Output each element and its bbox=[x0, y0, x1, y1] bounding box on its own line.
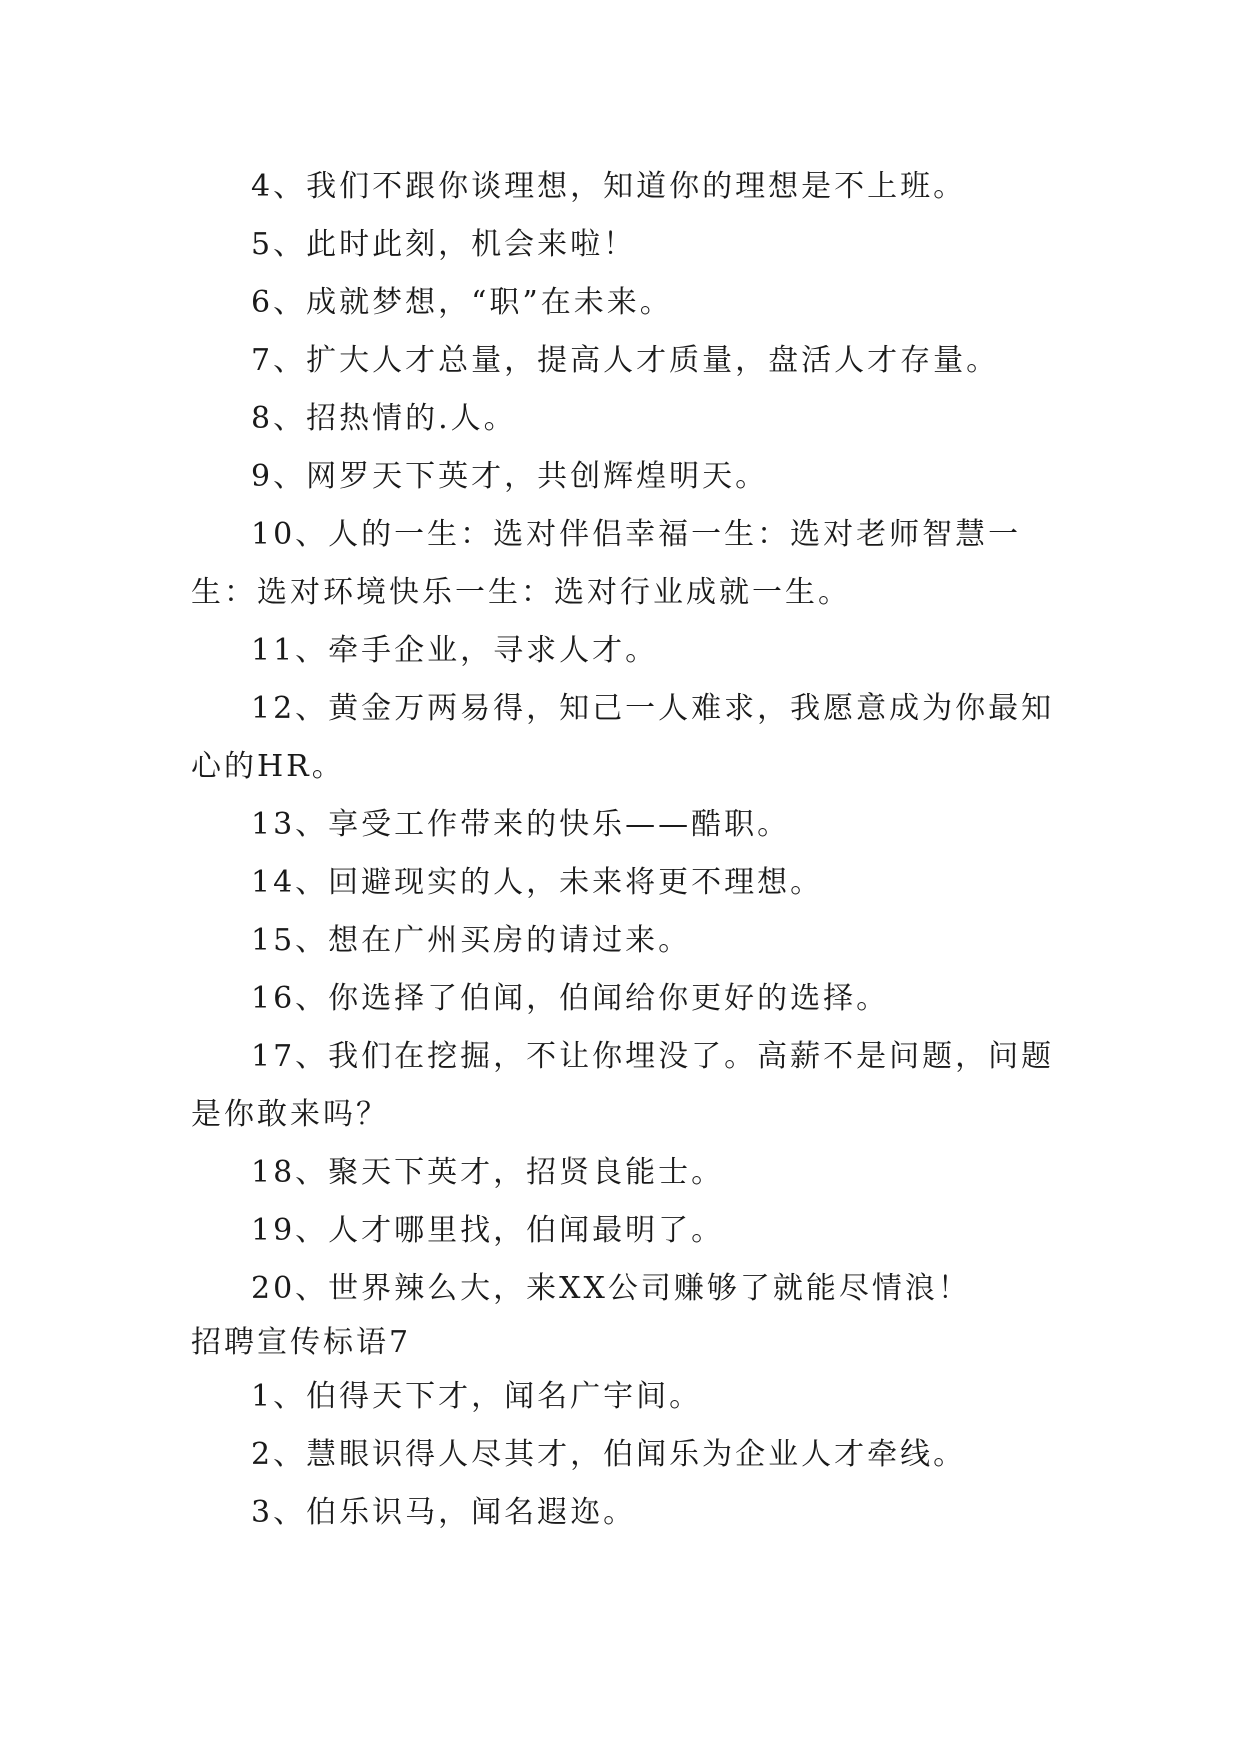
list-item: 16、你选择了伯闻，伯闻给你更好的选择。 bbox=[251, 981, 890, 1016]
list-item: 3、伯乐识马，闻名遐迩。 bbox=[251, 1495, 637, 1530]
document-body bbox=[191, 158, 1057, 1542]
list-item: 19、人才哪里找，伯闻最明了。 bbox=[251, 1213, 725, 1248]
list-item: 14、回避现实的人，未来将更不理想。 bbox=[251, 865, 824, 900]
list-item: 4、我们不跟你谈理想，知道你的理想是不上班。 bbox=[251, 169, 967, 204]
list-item: 15、想在广州买房的请过来。 bbox=[251, 923, 692, 958]
list-item: 6、成就梦想，“职”在未来。 bbox=[251, 285, 673, 320]
list-item: 5、此时此刻，机会来啦！ bbox=[251, 227, 637, 262]
list-item: 12、黄金万两易得，知己一人难求，我愿意成为你最知心的HR。 bbox=[191, 691, 1055, 784]
section-title: 招聘宣传标语7 bbox=[191, 1325, 412, 1360]
list-item: 11、牵手企业，寻求人才。 bbox=[251, 633, 659, 668]
list-item: 1、伯得天下才，闻名广宇间。 bbox=[251, 1379, 703, 1414]
list-item: 18、聚天下英才，招贤良能士。 bbox=[251, 1155, 725, 1190]
list-item: 13、享受工作带来的快乐——酷职。 bbox=[251, 807, 791, 842]
list-item: 8、招热情的.人。 bbox=[251, 401, 517, 436]
list-item: 17、我们在挖掘，不让你埋没了。高薪不是问题，问题是你敢来吗？ bbox=[191, 1039, 1055, 1132]
list-item: 20、世界辣么大，来XX公司赚够了就能尽情浪！ bbox=[251, 1271, 971, 1306]
list-item: 10、人的一生：选对伴侣幸福一生：选对老师智慧一生：选对环境快乐一生：选对行业成就一生。 bbox=[191, 517, 1022, 610]
list-item: 2、慧眼识得人尽其才，伯闻乐为企业人才牵线。 bbox=[251, 1437, 967, 1472]
list-item: 7、扩大人才总量，提高人才质量，盘活人才存量。 bbox=[251, 343, 1000, 378]
list-item: 9、网罗天下英才，共创辉煌明天。 bbox=[251, 459, 769, 494]
